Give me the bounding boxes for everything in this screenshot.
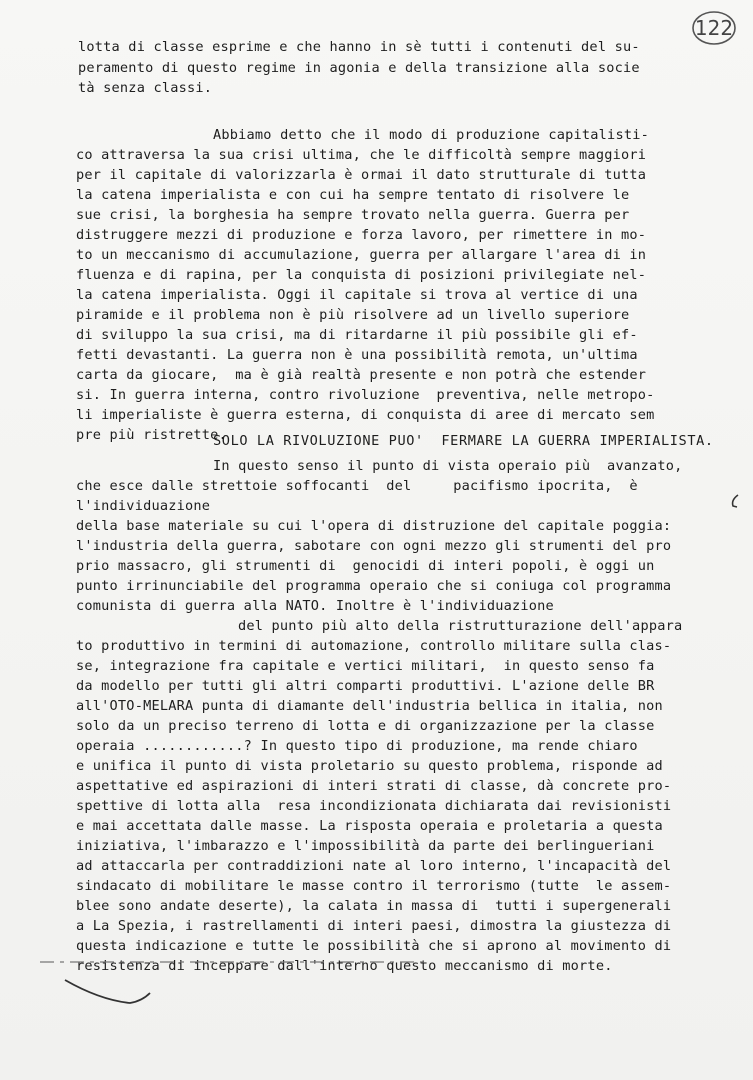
text-line: resistenza di inceppare dall'interno questo meccanismo di morte. (76, 958, 613, 974)
text-line: In questo senso il punto di vista operaio più avanzato, (213, 458, 683, 474)
text-line: ad attaccarla per contraddizioni nate al loro interno, l'incapacità del (76, 858, 672, 874)
text-line: co attraversa la sua crisi ultima, che le difficoltà sempre maggiori (76, 147, 647, 163)
text-line: prio massacro, gli strumenti di genocidi di interi popoli, è oggi un (76, 558, 655, 574)
text-line: carta da giocare, ma è già realtà presente e non potrà che estender (76, 367, 647, 383)
text-line: solo da un preciso terreno di lotta e di organizzazione per la classe (76, 718, 655, 734)
text-line: e unifica il punto di vista proletario su questo problema, risponde ad (76, 758, 663, 774)
text-line: piramide e il problema non è più risolvere ad un livello superiore (76, 307, 630, 323)
section-heading-text: SOLO LA RIVOLUZIONE PUO' FERMARE LA GUERRA IMPERIALISTA. (213, 433, 714, 449)
text-line: e mai accettata dalle masse. La risposta operaia e proletaria a questa (76, 818, 663, 834)
text-line: punto irrinunciabile del programma operaio che si coniuga col programma (76, 578, 672, 594)
text-line: li imperialiste è guerra esterna, di conquista di aree di mercato sem (76, 407, 655, 423)
section-heading (213, 432, 714, 450)
pen-tick-icon (728, 492, 742, 512)
page-number: 122 (694, 16, 734, 40)
text-line: sindacato di mobilitare le masse contro il terrorismo (tutte le assem- (76, 878, 672, 894)
text-line: l'individuazione (76, 498, 211, 514)
text-line: all'OTO-MELARA punta di diamante dell'industria bellica in italia, non (76, 698, 663, 714)
text-line: fluenza e di rapina, per la conquista di posizioni privilegiate nel- (76, 267, 647, 283)
text-line: operaia ............? In questo tipo di produzione, ma rende chiaro (76, 738, 638, 754)
text-line: l'industria della guerra, sabotare con ogni mezzo gli strumenti del pro (76, 538, 672, 554)
text-line: fetti devastanti. La guerra non è una possibilità remota, un'ultima (76, 347, 638, 363)
text-line: spettive di lotta alla resa incondizionata dichiarata dai revisionisti (76, 798, 672, 814)
text-line: del punto più alto della ristrutturazione dell'appara (238, 618, 683, 634)
text-line: lotta di classe esprime e che hanno in sè tutti i contenuti del su- (78, 39, 640, 55)
text-line: blee sono andate deserte), la calata in massa di tutti i supergenerali (76, 898, 672, 914)
text-line: per il capitale di valorizzarla è ormai il dato strutturale di tutta (76, 167, 647, 183)
page-number-stamp (690, 8, 738, 48)
text-line: tà senza classi. (78, 80, 213, 96)
text-line: sue crisi, la borghesia ha sempre trovato nella guerra. Guerra per (76, 207, 630, 223)
text-line: la catena imperialista. Oggi il capitale si trova al vertice di una (76, 287, 638, 303)
text-line: pre più ristrette. (76, 427, 227, 443)
text-line: comunista di guerra alla NATO. Inoltre è l'individuazione (76, 598, 554, 614)
text-line: la catena imperialista e con cui ha sempre tentato di risolvere le (76, 187, 630, 203)
text-line: di sviluppo la sua crisi, ma di ritardarne il più possibile gli ef- (76, 327, 638, 343)
text-line: da modello per tutti gli altri comparti produttivi. L'azione delle BR (76, 678, 655, 694)
text-line: iniziativa, l'imbarazzo e l'impossibilità da parte dei berlingueriani (76, 838, 655, 854)
text-line: peramento di questo regime in agonia e della transizione alla socie (78, 60, 640, 76)
text-line: questa indicazione e tutte le possibilità che si aprono al movimento di (76, 938, 672, 954)
text-line: che esce dalle strettoie soffocanti del pacifismo ipocrita, è (76, 478, 638, 494)
text-line: aspettative ed aspirazioni di interi strati di classe, dà concrete pro- (76, 778, 672, 794)
text-line: to un meccanismo di accumulazione, guerra per allargare l'area di in (76, 247, 647, 263)
text-line: Abbiamo detto che il modo di produzione capitalisti- (213, 127, 649, 143)
text-line: a La Spezia, i rastrellamenti di interi paesi, dimostra la giustezza di (76, 918, 672, 934)
text-line: distruggere mezzi di produzione e forza lavoro, per rimettere in mo- (76, 227, 647, 243)
text-line: se, integrazione fra capitale e vertici militari, in questo senso fa (76, 658, 655, 674)
pen-marks-icon (30, 955, 450, 1015)
text-line: si. In guerra interna, contro rivoluzione preventiva, nelle metropo- (76, 387, 655, 403)
text-line: della base materiale su cui l'opera di distruzione del capitale poggia: (76, 518, 672, 534)
text-line: to produttivo in termini di automazione, controllo militare sulla clas- (76, 638, 672, 654)
